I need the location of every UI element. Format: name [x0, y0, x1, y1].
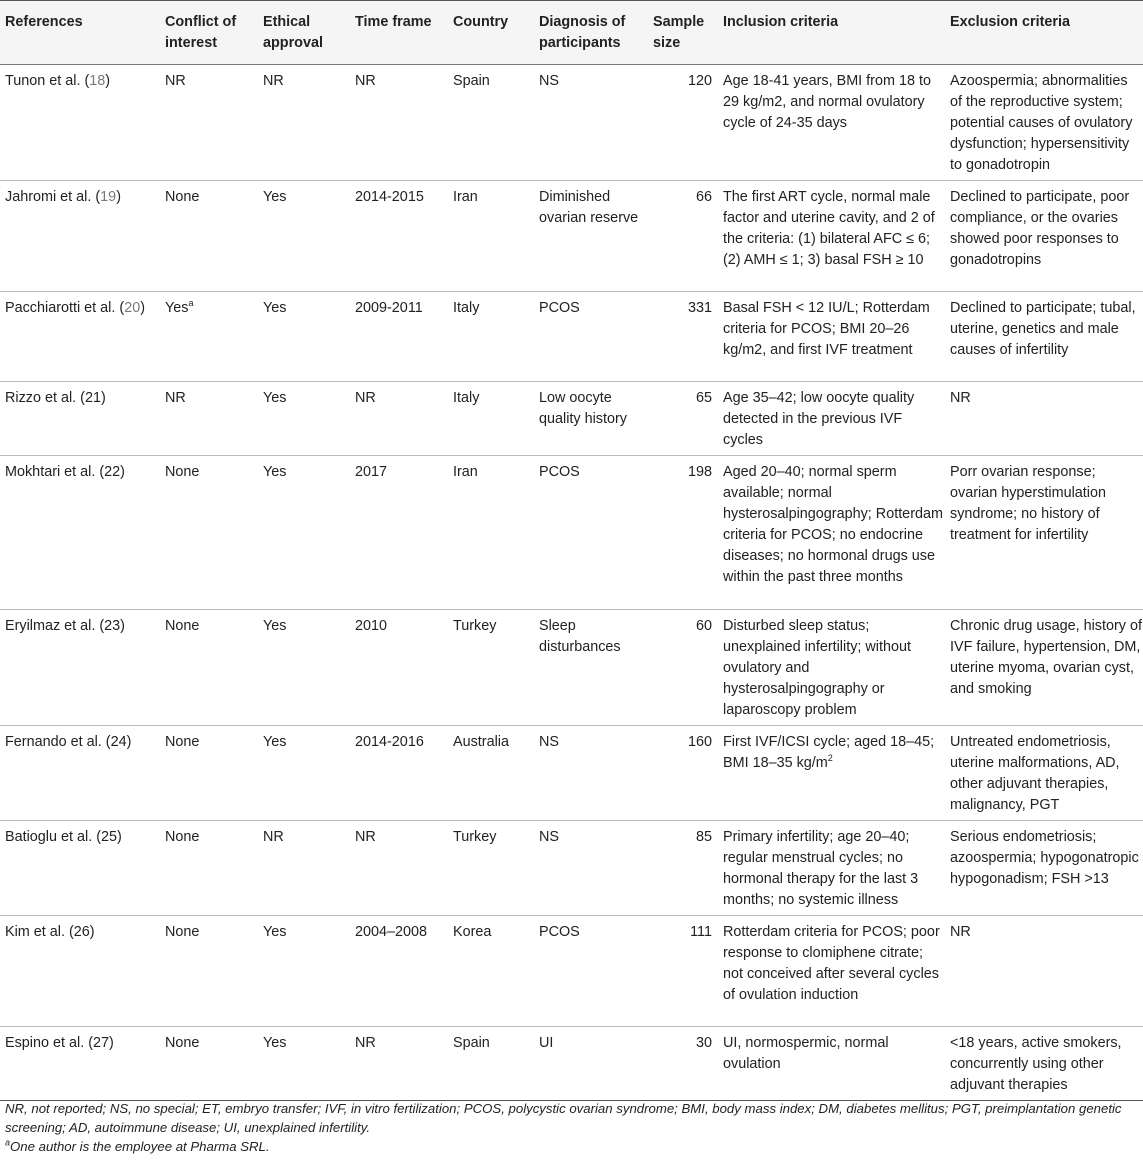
header-time-frame: Time frame	[350, 1, 448, 65]
time-cell: 2014-2016	[355, 734, 424, 750]
conflict-value: None	[165, 1035, 200, 1051]
header-exclusion: Exclusion criteria	[945, 1, 1143, 65]
table-row	[0, 821, 1143, 916]
reference-name: Jahromi et al. (	[5, 189, 101, 205]
country-cell: Iran	[453, 464, 478, 480]
inclusion-text: Disturbed sleep status; unexplained infertility; without ovulatory and hysterosalpingography or laparoscopy problem	[723, 618, 911, 718]
sample-cell: 160	[687, 734, 712, 750]
diagnosis-cell: PCOS	[539, 464, 580, 480]
sample-cell: 66	[695, 189, 712, 205]
inclusion-text: Age 35–42; low oocyte quality detected in the previous IVF cycles	[723, 390, 915, 448]
header-country: Country	[448, 1, 534, 65]
inclusion-cell	[718, 916, 945, 1027]
conflict-cell	[160, 292, 258, 382]
reference-name: Eryilmaz et al. (23)	[5, 618, 125, 634]
reference-name: Mokhtari et al. (22)	[5, 464, 125, 480]
country-cell: Spain	[453, 73, 490, 89]
conflict-cell	[160, 456, 258, 610]
inclusion-cell	[718, 1027, 945, 1101]
time-cell: 2009-2011	[355, 300, 423, 316]
exclusion-cell: Serious endometriosis; azoospermia; hypogonatropic hypogonadism; FSH >13	[950, 829, 1139, 887]
conflict-value: None	[165, 924, 200, 940]
conflict-cell	[160, 726, 258, 821]
reference-cell	[0, 610, 160, 726]
diagnosis-cell: PCOS	[539, 924, 580, 940]
ethical-cell: Yes	[263, 924, 287, 940]
header-sample-size: Sample size	[648, 1, 718, 65]
conflict-value: None	[165, 618, 200, 634]
table-row	[0, 292, 1143, 382]
diagnosis-cell: Low oocyte quality history	[539, 390, 627, 427]
conflict-value: None	[165, 189, 200, 205]
diagnosis-cell: Diminished ovarian reserve	[539, 189, 639, 226]
conflict-value: None	[165, 734, 200, 750]
inclusion-text: UI, normospermic, normal ovulation	[723, 1035, 889, 1072]
reference-cell	[0, 726, 160, 821]
reference-cell	[0, 292, 160, 382]
country-cell: Australia	[453, 734, 509, 750]
sample-cell: 331	[687, 300, 712, 316]
reference-name: Fernando et al. (24)	[5, 734, 132, 750]
inclusion-cell	[718, 610, 945, 726]
ethical-cell: Yes	[263, 464, 287, 480]
time-cell: NR	[355, 1035, 376, 1051]
country-cell: Iran	[453, 189, 478, 205]
header-diagnosis: Diagnosis of participants	[534, 1, 648, 65]
conflict-cell	[160, 65, 258, 181]
conflict-footnote	[5, 1137, 1140, 1156]
header-inclusion: Inclusion criteria	[718, 1, 945, 65]
conflict-cell	[160, 821, 258, 916]
diagnosis-cell: NS	[539, 73, 559, 89]
conflict-cell	[160, 382, 258, 456]
inclusion-cell	[718, 382, 945, 456]
exclusion-cell: <18 years, active smokers, concurrently using other adjuvant therapies	[950, 1035, 1122, 1093]
table-row	[0, 916, 1143, 1027]
exclusion-cell: NR	[950, 390, 971, 406]
sample-cell: 30	[695, 1035, 712, 1051]
diagnosis-cell: NS	[539, 734, 559, 750]
reference-cell	[0, 181, 160, 292]
sample-cell: 120	[687, 73, 712, 89]
inclusion-text: First IVF/ICSI cycle; aged 18–45; BMI 18–35 kg/m	[723, 734, 935, 771]
inclusion-text: Age 18-41 years, BMI from 18 to 29 kg/m2, and normal ovulatory cycle of 24-35 days	[723, 73, 931, 131]
reference-cell	[0, 821, 160, 916]
conflict-cell	[160, 181, 258, 292]
conflict-value: NR	[165, 390, 186, 406]
table-row	[0, 456, 1143, 610]
ethical-cell: Yes	[263, 300, 287, 316]
reference-name: Rizzo et al. (21)	[5, 390, 106, 406]
country-cell: Italy	[453, 300, 480, 316]
exclusion-cell: Declined to participate, poor compliance, or the ovaries showed poor responses to gonadotropins	[950, 189, 1130, 268]
conflict-value: NR	[165, 73, 186, 89]
ethical-cell: NR	[263, 829, 284, 845]
inclusion-text: Primary infertility; age 20–40; regular menstrual cycles; no hormonal therapy for the last 3 months; no systemic illness	[723, 829, 919, 908]
diagnosis-cell: Sleep disturbances	[539, 618, 621, 655]
sample-cell: 65	[695, 390, 712, 406]
reference-name: Kim et al. (26)	[5, 924, 95, 940]
exclusion-cell: Porr ovarian response; ovarian hyperstimulation syndrome; no history of treatment for infertility	[950, 464, 1106, 543]
inclusion-text: The first ART cycle, normal male factor and uterine cavity, and 2 of the criteria: (1) bilateral AFC ≤ 6; (2) AMH ≤ 1; 3) basal FSH ≥ 10	[723, 189, 935, 268]
header-references: References	[0, 1, 160, 65]
diagnosis-cell: PCOS	[539, 300, 580, 316]
country-cell: Korea	[453, 924, 492, 940]
table-row	[0, 610, 1143, 726]
table-row	[0, 382, 1143, 456]
ethical-cell: Yes	[263, 618, 287, 634]
reference-cell	[0, 1027, 160, 1101]
time-cell: NR	[355, 73, 376, 89]
ethical-cell: NR	[263, 73, 284, 89]
diagnosis-cell: NS	[539, 829, 559, 845]
time-cell: NR	[355, 829, 376, 845]
reference-link[interactable]: 20	[124, 300, 141, 316]
ethical-cell: Yes	[263, 390, 287, 406]
country-cell: Turkey	[453, 829, 497, 845]
reference-link[interactable]: 18	[89, 73, 106, 89]
exclusion-cell: NR	[950, 924, 971, 940]
exclusion-cell: Declined to participate; tubal, uterine, genetics and male causes of infertility	[950, 300, 1136, 358]
conflict-value: None	[165, 829, 200, 845]
exclusion-cell: Untreated endometriosis, uterine malformations, AD, other adjuvant therapies, malignancy, PGT	[950, 734, 1120, 813]
conflict-value: None	[165, 464, 200, 480]
header-conflict: Conflict of interest	[160, 1, 258, 65]
reference-name: Espino et al. (27)	[5, 1035, 114, 1051]
inclusion-cell	[718, 821, 945, 916]
table-footnotes	[5, 1099, 1140, 1156]
conflict-sup: a	[188, 298, 194, 309]
conflict-cell	[160, 916, 258, 1027]
inclusion-cell	[718, 726, 945, 821]
inclusion-text: Rotterdam criteria for PCOS; poor response to clomiphene citrate; not conceived after several cycles of ovulation induction	[723, 924, 940, 1003]
reference-link[interactable]: 19	[100, 189, 117, 205]
reference-close: )	[140, 300, 145, 316]
sample-cell: 198	[687, 464, 712, 480]
ethical-cell: Yes	[263, 189, 287, 205]
inclusion-cell	[718, 181, 945, 292]
inclusion-cell	[718, 456, 945, 610]
inclusion-sup: 2	[827, 753, 833, 764]
diagnosis-cell: UI	[539, 1035, 554, 1051]
sample-cell: 85	[695, 829, 712, 845]
sample-cell: 60	[695, 618, 712, 634]
exclusion-cell: Azoospermia; abnormalities of the reproductive system; potential causes of ovulatory dysfunction; hypersensitivity to gonadotropin	[950, 73, 1133, 173]
country-cell: Turkey	[453, 618, 497, 634]
header-ethical: Ethical approval	[258, 1, 350, 65]
reference-name: Pacchiarotti et al. (	[5, 300, 125, 316]
reference-cell	[0, 456, 160, 610]
table-row	[0, 181, 1143, 292]
ethical-cell: Yes	[263, 734, 287, 750]
inclusion-text: Aged 20–40; normal sperm available; normal hysterosalpingography; Rotterdam criteria for PCOS; no endocrine diseases; no hormonal drugs use within the past three months	[723, 464, 943, 585]
conflict-cell	[160, 610, 258, 726]
reference-name: Tunon et al. (	[5, 73, 90, 89]
table-row	[0, 65, 1143, 181]
time-cell: 2004–2008	[355, 924, 428, 940]
time-cell: 2017	[355, 464, 388, 480]
reference-close: )	[105, 73, 111, 89]
header-row	[0, 1, 1143, 65]
abbreviations-note: NR, not reported; NS, no special; ET, embryo transfer; IVF, in vitro fertilization; PCOS, polycystic ovarian syndrome; BMI, body mass index; DM, diabetes mellitus; PGT, preimplantation genetic screening; AD, autoimmune disease; UI, unexplained infertility.	[5, 1101, 1122, 1135]
footnote-text: One author is the employee at Pharma SRL.	[10, 1139, 270, 1154]
ethical-cell: Yes	[263, 1035, 287, 1051]
inclusion-cell	[718, 292, 945, 382]
reference-cell	[0, 65, 160, 181]
reference-cell	[0, 382, 160, 456]
country-cell: Italy	[453, 390, 480, 406]
inclusion-text: Basal FSH < 12 IU/L; Rotterdam criteria for PCOS; BMI 20–26 kg/m2, and first IVF treatment	[723, 300, 930, 358]
time-cell: NR	[355, 390, 376, 406]
country-cell: Spain	[453, 1035, 490, 1051]
conflict-cell	[160, 1027, 258, 1101]
conflict-value: Yes	[165, 300, 189, 316]
time-cell: 2014-2015	[355, 189, 424, 205]
reference-close: )	[116, 189, 121, 205]
inclusion-cell	[718, 65, 945, 181]
table-row	[0, 726, 1143, 821]
sample-cell: 111	[690, 924, 712, 940]
footnote-mark: a	[5, 1137, 11, 1148]
time-cell: 2010	[355, 618, 388, 634]
reference-name: Batioglu et al. (25)	[5, 829, 122, 845]
exclusion-cell: Chronic drug usage, history of IVF failure, hypertension, DM, uterine myoma, ovarian cyst, and smoking	[950, 618, 1142, 697]
reference-cell	[0, 916, 160, 1027]
table-row	[0, 1027, 1143, 1101]
